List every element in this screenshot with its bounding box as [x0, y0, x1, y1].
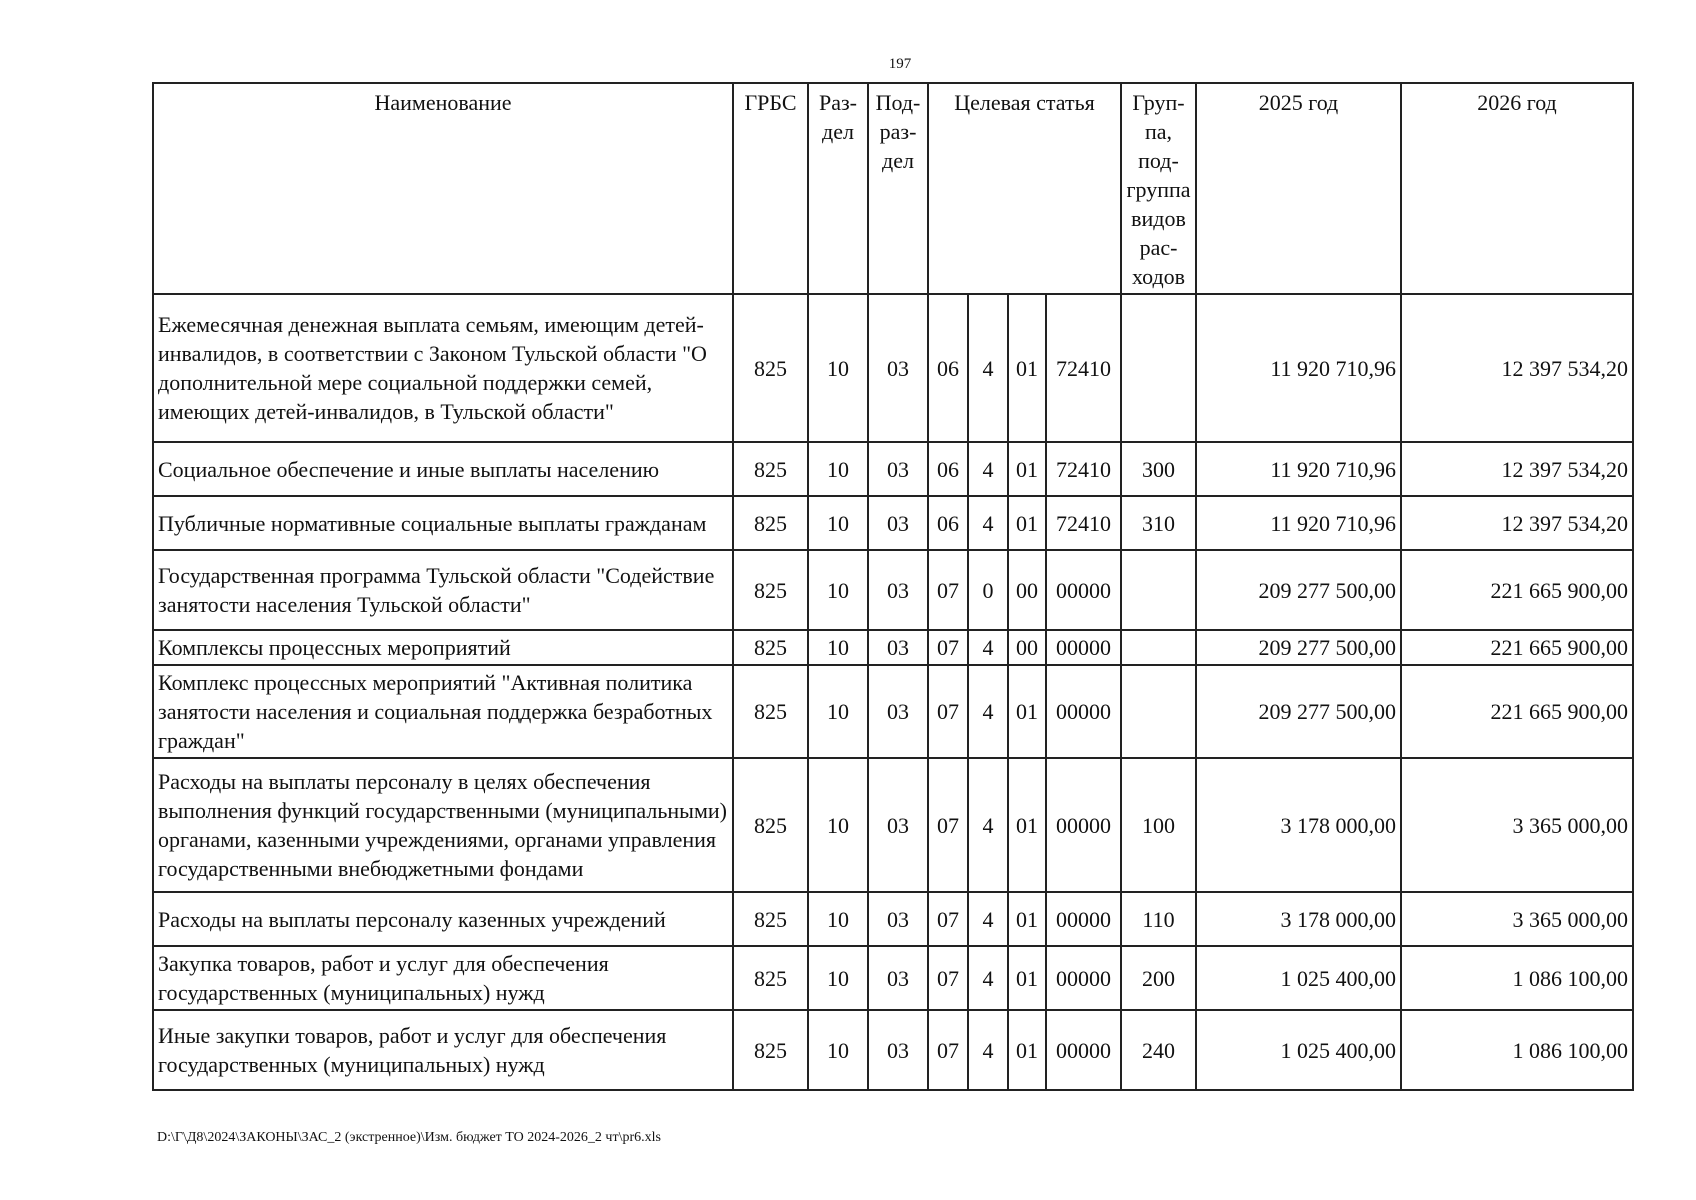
table-row — [153, 496, 1633, 550]
cell-name: Иные закупки товаров, работ и услуг для обеспечения государственных (муниципальных) нужд — [153, 1010, 733, 1090]
cell-target-program: 06 — [928, 496, 968, 550]
table-row — [153, 946, 1633, 1010]
cell-podrazdel: 03 — [868, 442, 928, 496]
cell-grbs: 825 — [733, 294, 808, 442]
header-razdel: Раз-дел — [808, 83, 868, 294]
cell-podrazdel: 03 — [868, 665, 928, 758]
cell-target-type: 4 — [968, 1010, 1008, 1090]
cell-target-type: 4 — [968, 442, 1008, 496]
cell-year-2025: 3 178 000,00 — [1196, 892, 1401, 946]
cell-target-type: 4 — [968, 892, 1008, 946]
table-row — [153, 442, 1633, 496]
cell-grbs: 825 — [733, 946, 808, 1010]
cell-target-direction: 00000 — [1046, 550, 1121, 630]
header-podrazdel: Под-раз-дел — [868, 83, 928, 294]
table-header-row — [153, 83, 1633, 294]
cell-razdel: 10 — [808, 550, 868, 630]
cell-year-2026: 12 397 534,20 — [1401, 294, 1633, 442]
cell-year-2025: 209 277 500,00 — [1196, 665, 1401, 758]
table-row — [153, 294, 1633, 442]
cell-razdel: 10 — [808, 758, 868, 892]
table-row — [153, 758, 1633, 892]
cell-year-2025: 209 277 500,00 — [1196, 550, 1401, 630]
cell-year-2026: 3 365 000,00 — [1401, 758, 1633, 892]
cell-name: Ежемесячная денежная выплата семьям, имеющим детей-инвалидов, в соответствии с Законом Тульской области "О дополнительной мере социальной поддержки семей, имеющих детей-инвалидов, в Тульской области" — [153, 294, 733, 442]
cell-target-type: 4 — [968, 758, 1008, 892]
cell-podrazdel: 03 — [868, 630, 928, 665]
cell-target-complex: 01 — [1008, 946, 1046, 1010]
cell-year-2026: 3 365 000,00 — [1401, 892, 1633, 946]
cell-target-type: 4 — [968, 294, 1008, 442]
cell-expense-group — [1121, 665, 1196, 758]
cell-target-type: 4 — [968, 496, 1008, 550]
cell-target-complex: 01 — [1008, 758, 1046, 892]
cell-podrazdel: 03 — [868, 550, 928, 630]
cell-target-complex: 00 — [1008, 550, 1046, 630]
cell-razdel: 10 — [808, 946, 868, 1010]
cell-expense-group — [1121, 630, 1196, 665]
cell-target-type: 4 — [968, 630, 1008, 665]
table-row — [153, 550, 1633, 630]
cell-year-2026: 12 397 534,20 — [1401, 496, 1633, 550]
cell-razdel: 10 — [808, 496, 868, 550]
file-path-footer: D:\Г\Д8\2024\ЗАКОНЫ\ЗАС_2 (экстренное)\Изм. бюджет ТО 2024-2026_2 чт\pr6.xls — [157, 1130, 661, 1145]
cell-year-2025: 11 920 710,96 — [1196, 442, 1401, 496]
cell-year-2026: 1 086 100,00 — [1401, 1010, 1633, 1090]
cell-target-type: 4 — [968, 946, 1008, 1010]
cell-target-complex: 01 — [1008, 294, 1046, 442]
budget-table — [152, 82, 1634, 1091]
cell-name: Государственная программа Тульской области "Содействие занятости населения Тульской области" — [153, 550, 733, 630]
cell-year-2026: 12 397 534,20 — [1401, 442, 1633, 496]
header-grbs: ГРБС — [733, 83, 808, 294]
cell-razdel: 10 — [808, 630, 868, 665]
table-row — [153, 665, 1633, 758]
cell-grbs: 825 — [733, 665, 808, 758]
cell-razdel: 10 — [808, 665, 868, 758]
cell-target-program: 07 — [928, 892, 968, 946]
cell-expense-group: 300 — [1121, 442, 1196, 496]
cell-target-direction: 00000 — [1046, 1010, 1121, 1090]
cell-target-direction: 00000 — [1046, 665, 1121, 758]
cell-target-direction: 00000 — [1046, 946, 1121, 1010]
cell-target-program: 07 — [928, 665, 968, 758]
cell-podrazdel: 03 — [868, 892, 928, 946]
cell-podrazdel: 03 — [868, 496, 928, 550]
cell-target-direction: 72410 — [1046, 442, 1121, 496]
cell-grbs: 825 — [733, 496, 808, 550]
header-year-2026: 2026 год — [1401, 83, 1633, 294]
table-row — [153, 1010, 1633, 1090]
cell-grbs: 825 — [733, 758, 808, 892]
cell-target-direction: 00000 — [1046, 630, 1121, 665]
cell-expense-group: 240 — [1121, 1010, 1196, 1090]
cell-podrazdel: 03 — [868, 294, 928, 442]
cell-grbs: 825 — [733, 1010, 808, 1090]
cell-expense-group: 310 — [1121, 496, 1196, 550]
cell-target-direction: 00000 — [1046, 892, 1121, 946]
cell-grbs: 825 — [733, 892, 808, 946]
cell-year-2025: 209 277 500,00 — [1196, 630, 1401, 665]
cell-target-program: 07 — [928, 630, 968, 665]
cell-year-2025: 3 178 000,00 — [1196, 758, 1401, 892]
cell-target-program: 07 — [928, 946, 968, 1010]
cell-razdel: 10 — [808, 1010, 868, 1090]
cell-podrazdel: 03 — [868, 758, 928, 892]
table-row — [153, 892, 1633, 946]
cell-year-2025: 11 920 710,96 — [1196, 294, 1401, 442]
cell-target-direction: 72410 — [1046, 496, 1121, 550]
cell-name: Расходы на выплаты персоналу казенных учреждений — [153, 892, 733, 946]
cell-razdel: 10 — [808, 892, 868, 946]
cell-year-2025: 11 920 710,96 — [1196, 496, 1401, 550]
cell-year-2025: 1 025 400,00 — [1196, 946, 1401, 1010]
header-target-article: Целевая статья — [928, 83, 1121, 294]
cell-target-complex: 01 — [1008, 892, 1046, 946]
cell-year-2025: 1 025 400,00 — [1196, 1010, 1401, 1090]
cell-podrazdel: 03 — [868, 946, 928, 1010]
cell-expense-group — [1121, 550, 1196, 630]
cell-razdel: 10 — [808, 294, 868, 442]
cell-name: Комплекс процессных мероприятий "Активная политика занятости населения и социальная поддержка безработных граждан" — [153, 665, 733, 758]
cell-year-2026: 221 665 900,00 — [1401, 630, 1633, 665]
cell-name: Расходы на выплаты персоналу в целях обеспечения выполнения функций государственными (муниципальными) органами, казенными учреждениями, органами управления государственными внебюджетными фондами — [153, 758, 733, 892]
cell-name: Публичные нормативные социальные выплаты гражданам — [153, 496, 733, 550]
cell-expense-group: 100 — [1121, 758, 1196, 892]
cell-target-complex: 01 — [1008, 442, 1046, 496]
cell-target-complex: 01 — [1008, 1010, 1046, 1090]
cell-target-complex: 00 — [1008, 630, 1046, 665]
cell-target-complex: 01 — [1008, 665, 1046, 758]
cell-podrazdel: 03 — [868, 1010, 928, 1090]
cell-year-2026: 1 086 100,00 — [1401, 946, 1633, 1010]
cell-target-program: 07 — [928, 758, 968, 892]
cell-target-complex: 01 — [1008, 496, 1046, 550]
cell-year-2026: 221 665 900,00 — [1401, 550, 1633, 630]
cell-target-type: 4 — [968, 665, 1008, 758]
cell-target-direction: 72410 — [1046, 294, 1121, 442]
cell-expense-group: 110 — [1121, 892, 1196, 946]
cell-target-program: 07 — [928, 1010, 968, 1090]
cell-grbs: 825 — [733, 630, 808, 665]
header-name: Наименование — [153, 83, 733, 294]
page-number: 197 — [888, 56, 912, 72]
cell-target-direction: 00000 — [1046, 758, 1121, 892]
cell-target-program: 06 — [928, 294, 968, 442]
cell-grbs: 825 — [733, 442, 808, 496]
cell-target-program: 06 — [928, 442, 968, 496]
cell-target-program: 07 — [928, 550, 968, 630]
cell-expense-group — [1121, 294, 1196, 442]
cell-target-type: 0 — [968, 550, 1008, 630]
cell-grbs: 825 — [733, 550, 808, 630]
table-row — [153, 630, 1633, 665]
table-body — [153, 294, 1633, 1090]
header-year-2025: 2025 год — [1196, 83, 1401, 294]
cell-year-2026: 221 665 900,00 — [1401, 665, 1633, 758]
cell-razdel: 10 — [808, 442, 868, 496]
header-expense-group: Груп-па, под-группа видов рас-ходов — [1121, 83, 1196, 294]
cell-name: Комплексы процессных мероприятий — [153, 630, 733, 665]
cell-expense-group: 200 — [1121, 946, 1196, 1010]
cell-name: Закупка товаров, работ и услуг для обеспечения государственных (муниципальных) нужд — [153, 946, 733, 1010]
cell-name: Социальное обеспечение и иные выплаты населению — [153, 442, 733, 496]
